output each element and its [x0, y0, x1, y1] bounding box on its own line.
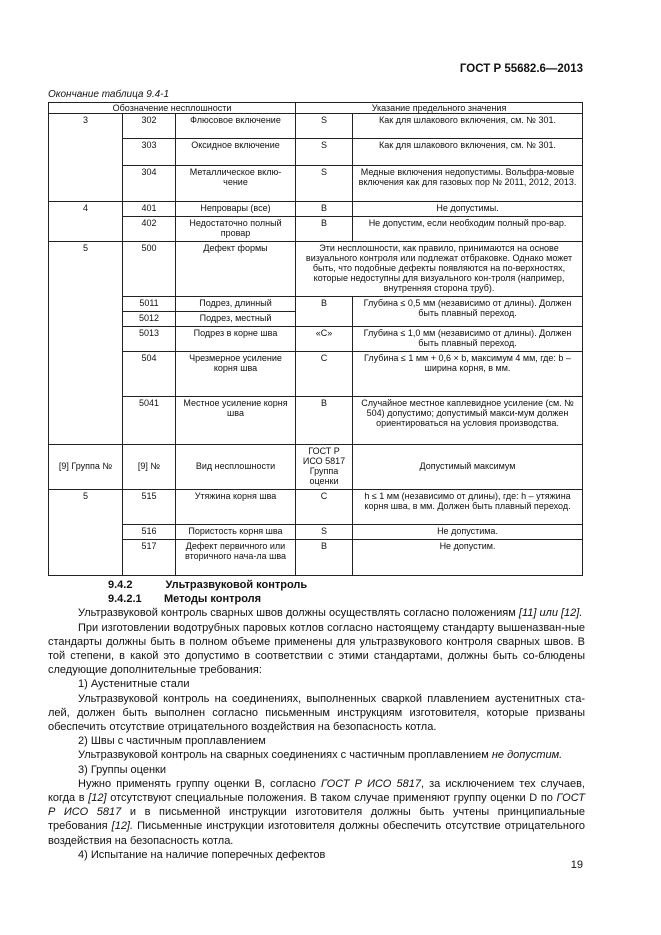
- table-row: [49, 397, 583, 445]
- subsection-heading: [48, 592, 585, 606]
- cell-number: 5013: [123, 327, 176, 352]
- cell-number: 302: [123, 114, 176, 139]
- cell-limit: Не допустимы.: [353, 202, 583, 217]
- cell-level: C: [296, 490, 353, 525]
- cell-level: B: [296, 217, 353, 242]
- cell-number: 402: [123, 217, 176, 242]
- cell-name: Местное усиление корня шва: [176, 397, 296, 445]
- cell-limit: Как для шлакового включения, см. № 301.: [353, 114, 583, 139]
- cell-name: Подрез в корне шва: [176, 327, 296, 352]
- paragraph: [48, 748, 585, 762]
- cell-limit: Как для шлакового включения, см. № 301.: [353, 139, 583, 166]
- subheader-number: [9] №: [123, 445, 176, 490]
- subheader-limit: Допустимый максимум: [353, 445, 583, 490]
- cell-level: S: [296, 166, 353, 202]
- cell-limit: Не допустим, если необходим полный про-вар.: [353, 217, 583, 242]
- cell-name: Утяжина корня шва: [176, 490, 296, 525]
- header-designation: Обозначение несплошности: [49, 103, 296, 114]
- cell-number: 500: [123, 242, 176, 297]
- list-item: 1) Аустенитные стали: [78, 678, 190, 691]
- cell-limit: h ≤ 1 мм (независимо от длины), где: h – утяжина корня шва, в мм. Должен быть плавный переход.: [353, 490, 583, 525]
- table-row: [49, 217, 583, 242]
- paragraph-text: Письменные инструкции изготовителя должны обеспечить отсутствие отрицательного воздействия на безопасность котла.: [48, 820, 585, 847]
- subheading-number: 9.4.2.1: [108, 593, 142, 606]
- emphasis: не допустим.: [491, 749, 563, 762]
- cell-number: 5011: [123, 297, 176, 312]
- cell-name: Дефект формы: [176, 242, 296, 297]
- table-caption: Окончание таблица 9.4-1: [48, 89, 170, 100]
- cell-limit: Случайное местное каплевидное усиление (см. № 504) допустимо; допустимый макси-мум должен ориентироваться на условия производства.: [353, 397, 583, 445]
- cell-name: Чрезмерное усиление корня шва: [176, 352, 296, 397]
- subheader-level: ГОСТ Р ИСО 5817 Группа оценки: [296, 445, 353, 490]
- subheader-group: [9] Группа №: [49, 445, 123, 490]
- cell-level: B: [296, 202, 353, 217]
- cell-level: S: [296, 525, 353, 540]
- cell-number: 504: [123, 352, 176, 397]
- reference: ГОСТ Р ИСО 5817: [321, 777, 421, 790]
- cell-group: 5: [49, 242, 123, 445]
- paragraph-text: , за исключением тех случаев, когда в: [48, 777, 585, 805]
- cell-limit: Не допустим.: [353, 540, 583, 576]
- cell-number: 515: [123, 490, 176, 525]
- cell-group: 5: [49, 490, 123, 576]
- cell-limit: Глубина ≤ 1,0 мм (независимо от длины). Должен быть плавный переход.: [353, 327, 583, 352]
- header-limit: Указание предельного значения: [296, 103, 583, 114]
- table-row: [49, 352, 583, 397]
- reference: [12].: [111, 820, 134, 833]
- table-row: [49, 540, 583, 576]
- reference: ГОСТ Р ИСО 5817: [48, 792, 586, 819]
- cell-number: 304: [123, 166, 176, 202]
- list-item: 4) Испытание на наличие поперечных дефектов: [78, 848, 326, 861]
- body-text: [48, 578, 585, 862]
- paragraph: [48, 777, 585, 848]
- cell-name: Подрез, длинный: [176, 297, 296, 312]
- cell-number: 516: [123, 525, 176, 540]
- cell-level: S: [296, 114, 353, 139]
- heading-number: 9.4.2: [108, 579, 133, 591]
- cell-name: Оксидное включение: [176, 139, 296, 166]
- paragraph: [48, 606, 585, 620]
- list-item: 3) Группы оценки: [78, 763, 166, 776]
- cell-level: B: [296, 297, 353, 327]
- cell-level: S: [296, 139, 353, 166]
- discontinuity-table: [48, 102, 583, 576]
- heading-title: Ультразвуковой контроль: [165, 579, 308, 591]
- paragraph-text: Ультразвуковой контроль сварных швов должны осуществлять согласно положениям: [78, 607, 516, 620]
- cell-limit: Эти несплошности, как правило, принимаются на основе визуального контроля или подлежат отбраковке. Однако может быть, что подобные дефекты появляются на по-верхностях, которые недоступны для визуального кон-троля (например, внутренняя сторона труб).: [296, 242, 583, 297]
- cell-limit: Глубина ≤ 1 мм + 0,6 × b, максимум 4 мм, где: b – ширина корня, в мм.: [353, 352, 583, 397]
- cell-number: 517: [123, 540, 176, 576]
- cell-name: Дефект первичного или вторичного нача-ла шва: [176, 540, 296, 576]
- paragraph-text: отсутствуют специальные положения. В таком случае применяют группу оценки D по: [110, 792, 553, 805]
- paragraph-text: и в письменной инструкции изготовителя должны быть учтены принципиальные требования: [48, 806, 585, 833]
- reference: [12]: [88, 792, 107, 805]
- cell-group: 4: [49, 202, 123, 242]
- cell-number: 5041: [123, 397, 176, 445]
- paragraph: Ультразвуковой контроль на соединениях, выполненных сваркой плавлением аустенитных ста-лей, должен быть выполнен согласно письменным инструкциям изготовителя, которые призваны обеспечить отсутствие отрицательного воздействия на безопасность котла.: [48, 692, 585, 734]
- paragraph-text: Нужно применять группу оценки B, согласно: [78, 777, 316, 790]
- cell-name: Флюсовое включение: [176, 114, 296, 139]
- table-row: [49, 139, 583, 166]
- subheader-name: Вид несплошности: [176, 445, 296, 490]
- table-row: [49, 490, 583, 525]
- cell-level: C: [296, 352, 353, 397]
- page-number: 19: [570, 859, 583, 871]
- paragraph-text: Ультразвуковой контроль на сварных соединениях с частичным проплавлением: [78, 749, 489, 762]
- list-item: 2) Швы с частичным проплавлением: [78, 735, 266, 748]
- cell-limit: Глубина ≤ 0,5 мм (независимо от длины). Должен быть плавный переход.: [353, 297, 583, 327]
- table-header-row: [49, 103, 583, 114]
- subheading-title: Методы контроля: [164, 593, 262, 606]
- cell-name: Недостаточно полный провар: [176, 217, 296, 242]
- cell-number: 5012: [123, 312, 176, 327]
- cell-level: «С»: [296, 327, 353, 352]
- cell-limit: Медные включения недопустимы. Вольфра-мовые включения как для газовых пор № 2011, 2012, 2013.: [353, 166, 583, 202]
- table-row: [49, 525, 583, 540]
- table-row: [49, 242, 583, 297]
- document-code: ГОСТ Р 55682.6—2013: [459, 63, 583, 75]
- table-row: [49, 297, 583, 312]
- cell-group: 3: [49, 114, 123, 202]
- cell-name: Подрез, местный: [176, 312, 296, 327]
- cell-number: 401: [123, 202, 176, 217]
- cell-level: B: [296, 540, 353, 576]
- cell-number: 303: [123, 139, 176, 166]
- cell-limit: Не допустима.: [353, 525, 583, 540]
- table-row: [49, 114, 583, 139]
- reference: [11] или [12].: [518, 607, 583, 620]
- cell-name: Металлическое вклю-чение: [176, 166, 296, 202]
- table-row: [49, 327, 583, 352]
- table-subheader-row: [49, 445, 583, 490]
- table-row: [49, 166, 583, 202]
- cell-name: Непровары (все): [176, 202, 296, 217]
- paragraph: При изготовлении водотрубных паровых котлов согласно настоящему стандарту вышеназван-ные стандарты должны быть в полном объеме применены для ультразвукового контроля сварных швов. В той степени, в какой это допустимо в соответствии с этими стандартами, должны быть со-блюдены следующие дополнительные требования:: [48, 621, 585, 677]
- table-row: [49, 202, 583, 217]
- section-heading: [48, 578, 585, 592]
- cell-name: Пористость корня шва: [176, 525, 296, 540]
- cell-level: B: [296, 397, 353, 445]
